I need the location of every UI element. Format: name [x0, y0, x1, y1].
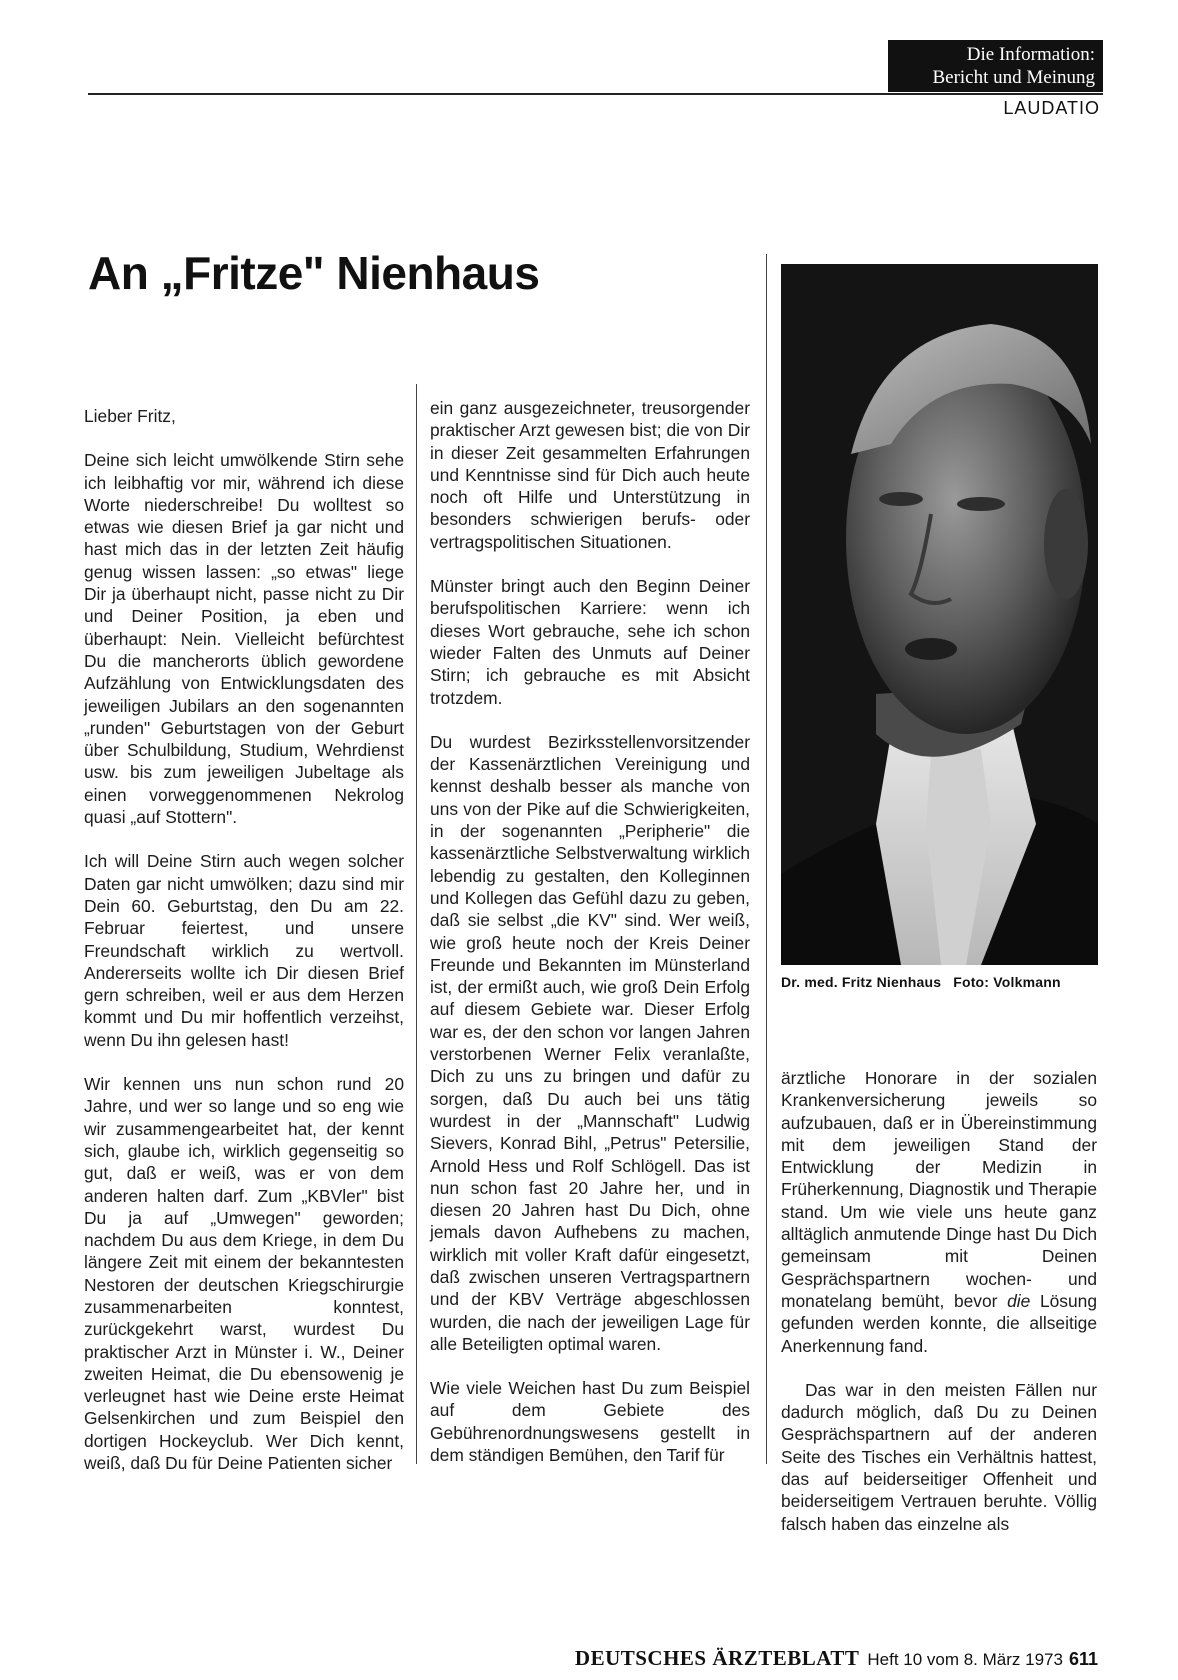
paragraph: Wie viele Weichen hast Du zum Beispiel auf dem Gebiete des Gebührenordnungswesens gestellt in dem ständigen Bemühen, den Tarif für	[430, 1378, 750, 1466]
portrait-illustration	[781, 264, 1098, 965]
caption-credit: Foto: Volkmann	[953, 974, 1061, 990]
paragraph-text: Lösung gefunden werden konnte, die allseitige Anerkennung fand.	[781, 1290, 1097, 1356]
page-footer	[575, 1646, 1098, 1671]
paragraph: ein ganz ausgezeichneter, treusorgender praktischer Arzt gewesen bist; die von Dir in dieser Zeit gesammelten Erfahrungen und Kenntnisse sind für Dich auch heute noch oft Hilfe und Unterstützung in besonders schwierigen berufs- oder vertragspolitischen Situationen.	[430, 398, 750, 552]
paragraph: Ich will Deine Stirn auch wegen solcher Daten gar nicht umwölken; dazu sind mir Dein 60. Geburtstag, den Du am 22. Februar feiertest, und unsere Freundschaft wirklich zu wertvoll. Andererseits wollte ich Dir diesen Brief gern schreiben, weil er aus dem Herzen kommt und Du mir hoffentlich verzeihst, wenn Du ihn gelesen hast!	[84, 851, 404, 1050]
paragraph: Wir kennen uns nun schon rund 20 Jahre, und wer so lange und so eng wie wir zusammengearbeitet hat, der kennt sich, glaube ich, wirklich gegenseitig so gut, daß er weiß, was er von dem anderen halten darf. Zum „KBVler" bist Du ja auf „Umwegen" geworden; nachdem Du aus dem Kriege, in dem Du längere Zeit mit einem der bekanntesten Nestoren der deutschen Kriegschirurgie zusammenarbeiten konntest, zurückgekehrt warst, wurdest Du praktischer Arzt in Münster i. W., Deiner zweiten Heimat, die Du ebensowenig je verleugnet hast wie Deine erste Heimat Gelsenkirchen und zum Beispiel den dortigen Hockeyclub. Wer Dich kennt, weiß, daß Du für Deine Patienten sicher	[84, 1074, 404, 1474]
text-column-2	[430, 397, 750, 1488]
article-title: An „Fritze" Nienhaus	[88, 247, 540, 299]
column-divider-right	[766, 254, 767, 1464]
paragraph	[781, 1067, 1097, 1357]
photo-caption	[781, 974, 1101, 990]
paragraph-text: ärztliche Honorare in der sozialen Krankenversicherung jeweils so aufzubauen, daß er in Übereinstimmung mit dem jeweiligen Stand der Entwicklung der Medizin in Früherkennung, Diagnostik und Therapie stand. Um wie viele uns heute ganz alltäglich anmutende Dinge hast Du Dich gemeinsam mit Deinen Gesprächspartnern wochen- und monatelang bemüht, bevor	[781, 1068, 1097, 1311]
caption-name: Dr. med. Fritz Nienhaus	[781, 974, 942, 990]
rubric-label: LAUDATIO	[1003, 98, 1100, 118]
portrait-photo	[781, 264, 1098, 965]
paragraph: Deine sich leicht umwölkende Stirn sehe ich leibhaftig vor mir, während ich diese Worte niederschreibe! Du wolltest so etwas wie diesen Brief ja gar nicht und hast mich das in der letzten Zeit häufig genug wissen lassen: „so etwas" liege Dir ja überhaupt nicht, passe nicht zu Dir und Deiner Position, ja eben und überhaupt: Nein. Vielleicht befürchtest Du die mancherorts üblich gewordene Aufzählung von Entwicklungsdaten des jeweiligen Jubilars an den sogenannten „runden" Geburtstagen von der Geburt über Schulbildung, Studium, Wehrdienst usw. bis zum jeweiligen Jubeltage als einen vorweggenommenen Nekrolog quasi „auf Stottern".	[84, 450, 404, 828]
column-divider-left	[416, 384, 417, 1464]
emphasis: die	[1007, 1290, 1031, 1311]
issue-info: Heft 10 vom 8. März 1973	[867, 1650, 1063, 1669]
salutation: Lieber Fritz,	[84, 406, 176, 426]
section-label-line2: Bericht und Meinung	[932, 67, 1095, 88]
header-rule	[88, 93, 1103, 95]
section-label	[888, 40, 1103, 92]
text-column-3	[781, 1067, 1097, 1557]
page-number: 611	[1068, 1649, 1098, 1669]
masthead: DEUTSCHES ÄRZTEBLATT	[574, 1646, 860, 1670]
paragraph: Das war in den meisten Fällen nur dadurch möglich, daß Du zu Deinen Gesprächspartnern auf der anderen Seite des Tisches ein Verhältnis hattest, das auf beiderseitiger Offenheit und beiderseitigem Vertrauen beruhte. Völlig falsch haben das einzelne als	[781, 1379, 1097, 1534]
paragraph: Münster bringt auch den Beginn Deiner berufspolitischen Karriere: wenn ich dieses Wort gebrauche, sehe ich schon wieder Falten des Unmuts auf Deiner Stirn; ich gebrauche es mit Absicht trotzdem.	[430, 576, 750, 708]
paragraph: Du wurdest Bezirksstellenvorsitzender der Kassenärztlichen Vereinigung und kennst deshalb besser als manche von uns von der Pike auf die Schwierigkeiten, in der sogenannten „Peripherie" die kassenärztliche Selbstverwaltung wirklich lebendig zu gestalten, den Kolleginnen und Kollegen das Gefühl dazu zu geben, daß sie selbst „die KV" sind. Wer weiß, wie groß heute noch der Kreis Deiner Freunde und Bekannten im Münsterland ist, der ermißt auch, wie groß Dein Erfolg auf diesem Gebiete war. Dieser Erfolg war es, der den schon vor langen Jahren verstorbenen Werner Felix veranlaßte, Dich zu uns zu bringen und dafür zu sorgen, daß Du auch bei uns tätig wurdest in der „Mannschaft" Ludwig Sievers, Konrad Bihl, „Petrus" Petersilie, Arnold Hess und Rolf Schlögell. Das ist nun schon fast 20 Jahre her, und in diesen 20 Jahren hast Du Dich, ohne jemals davon Aufhebens zu machen, wirklich mit voller Kraft dafür eingesetzt, daß zwischen unseren Vertragspartnern und der KBV Verträge abgeschlossen wurden, die nach der jeweiligen Lage für alle Beteiligten optimal waren.	[430, 731, 750, 1354]
text-column-1	[84, 405, 404, 1496]
section-label-line1: Die Information:	[966, 44, 1095, 65]
